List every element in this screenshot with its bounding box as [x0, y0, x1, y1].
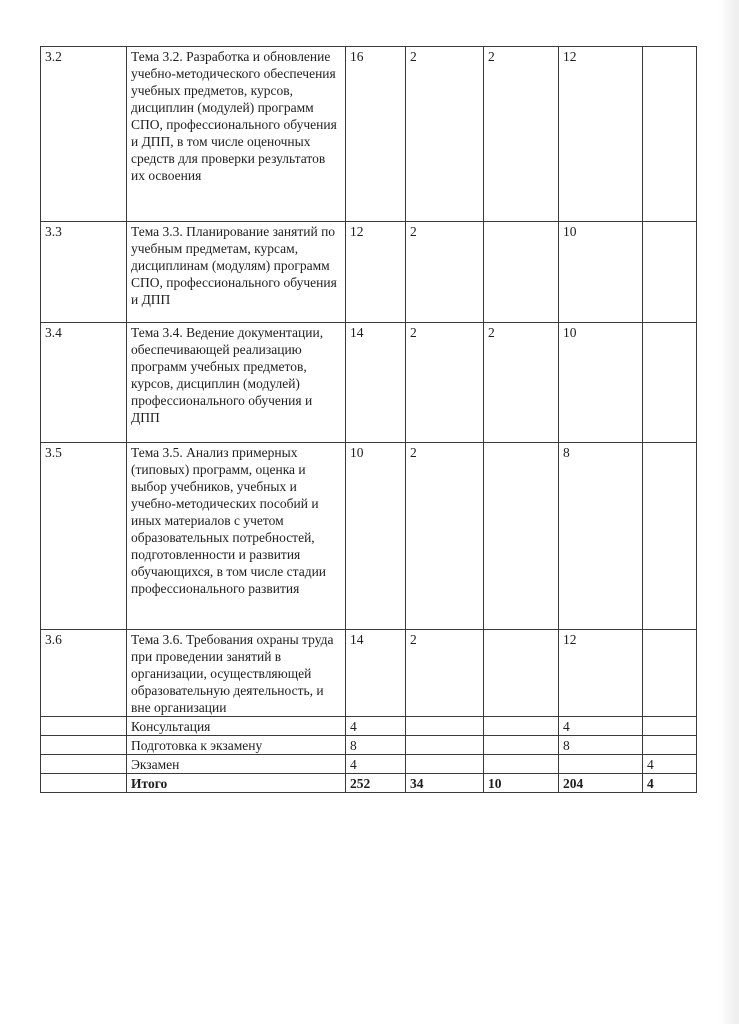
- lecture-hours-cell: 2: [406, 630, 484, 717]
- practice-hours-cell: 2: [484, 47, 559, 222]
- topic-cell: Экзамен: [127, 755, 346, 774]
- topic-cell: Тема 3.4. Ведение документации, обеспечивающей реализацию программ учебных предметов, курсов, дисциплин (модулей) профессионального обучения и ДПП: [127, 323, 346, 443]
- topic-cell: Консультация: [127, 717, 346, 736]
- row-number: [41, 717, 127, 736]
- table-row: [41, 47, 697, 222]
- topic-cell: Подготовка к экзамену: [127, 736, 346, 755]
- row-number: 3.5: [41, 443, 127, 630]
- row-number: 3.3: [41, 222, 127, 323]
- topic-cell: Тема 3.2. Разработка и обновление учебно-методического обеспечения учебных предметов, курсов, дисциплин (модулей) программ СПО, профессионального обучения и ДПП, в том числе оценочных средств для проверки результатов их освоения: [127, 47, 346, 222]
- topic-cell: Тема 3.5. Анализ примерных (типовых) программ, оценка и выбор учебников, учебных и учебно-методических пособий и иных материалов с учетом образовательных потребностей, подготовленности и развития обучающихся, в том числе стадии профессионального развития: [127, 443, 346, 630]
- practice-hours-cell: [484, 736, 559, 755]
- row-number: 3.2: [41, 47, 127, 222]
- table-row: [41, 736, 697, 755]
- practice-hours-cell: 2: [484, 323, 559, 443]
- self-study-hours-cell: 204: [559, 774, 643, 793]
- practice-hours-cell: [484, 443, 559, 630]
- table-row: [41, 717, 697, 736]
- total-hours-cell: 12: [346, 222, 406, 323]
- practice-hours-cell: [484, 755, 559, 774]
- exam-hours-cell: [643, 222, 697, 323]
- exam-hours-cell: [643, 717, 697, 736]
- scan-page-edge: [719, 0, 739, 1024]
- lecture-hours-cell: 2: [406, 222, 484, 323]
- row-number: [41, 736, 127, 755]
- table-row: [41, 755, 697, 774]
- row-number: [41, 774, 127, 793]
- total-hours-cell: 10: [346, 443, 406, 630]
- self-study-hours-cell: 4: [559, 717, 643, 736]
- lecture-hours-cell: 34: [406, 774, 484, 793]
- lecture-hours-cell: 2: [406, 323, 484, 443]
- exam-hours-cell: [643, 443, 697, 630]
- row-number: 3.4: [41, 323, 127, 443]
- total-hours-cell: 4: [346, 717, 406, 736]
- exam-hours-cell: 4: [643, 755, 697, 774]
- curriculum-table: [40, 46, 697, 793]
- self-study-hours-cell: 12: [559, 630, 643, 717]
- self-study-hours-cell: 8: [559, 443, 643, 630]
- total-hours-cell: 14: [346, 323, 406, 443]
- lecture-hours-cell: 2: [406, 47, 484, 222]
- exam-hours-cell: [643, 323, 697, 443]
- self-study-hours-cell: 8: [559, 736, 643, 755]
- self-study-hours-cell: 10: [559, 222, 643, 323]
- exam-hours-cell: 4: [643, 774, 697, 793]
- table-row: [41, 443, 697, 630]
- practice-hours-cell: 10: [484, 774, 559, 793]
- total-hours-cell: 4: [346, 755, 406, 774]
- practice-hours-cell: [484, 222, 559, 323]
- total-hours-cell: 14: [346, 630, 406, 717]
- topic-cell: Тема 3.6. Требования охраны труда при проведении занятий в организации, осуществляющей образовательную деятельность, и вне организации: [127, 630, 346, 717]
- total-hours-cell: 16: [346, 47, 406, 222]
- self-study-hours-cell: 10: [559, 323, 643, 443]
- practice-hours-cell: [484, 630, 559, 717]
- total-hours-cell: 8: [346, 736, 406, 755]
- exam-hours-cell: [643, 630, 697, 717]
- total-label: Итого: [127, 774, 346, 793]
- row-number: 3.6: [41, 630, 127, 717]
- total-row: [41, 774, 697, 793]
- total-hours-cell: 252: [346, 774, 406, 793]
- lecture-hours-cell: [406, 717, 484, 736]
- self-study-hours-cell: [559, 755, 643, 774]
- exam-hours-cell: [643, 47, 697, 222]
- lecture-hours-cell: [406, 736, 484, 755]
- practice-hours-cell: [484, 717, 559, 736]
- exam-hours-cell: [643, 736, 697, 755]
- topic-cell: Тема 3.3. Планирование занятий по учебным предметам, курсам, дисциплинам (модулям) программ СПО, профессионального обучения и ДПП: [127, 222, 346, 323]
- lecture-hours-cell: [406, 755, 484, 774]
- table-row: [41, 630, 697, 717]
- table-row: [41, 323, 697, 443]
- row-number: [41, 755, 127, 774]
- lecture-hours-cell: 2: [406, 443, 484, 630]
- self-study-hours-cell: 12: [559, 47, 643, 222]
- table-row: [41, 222, 697, 323]
